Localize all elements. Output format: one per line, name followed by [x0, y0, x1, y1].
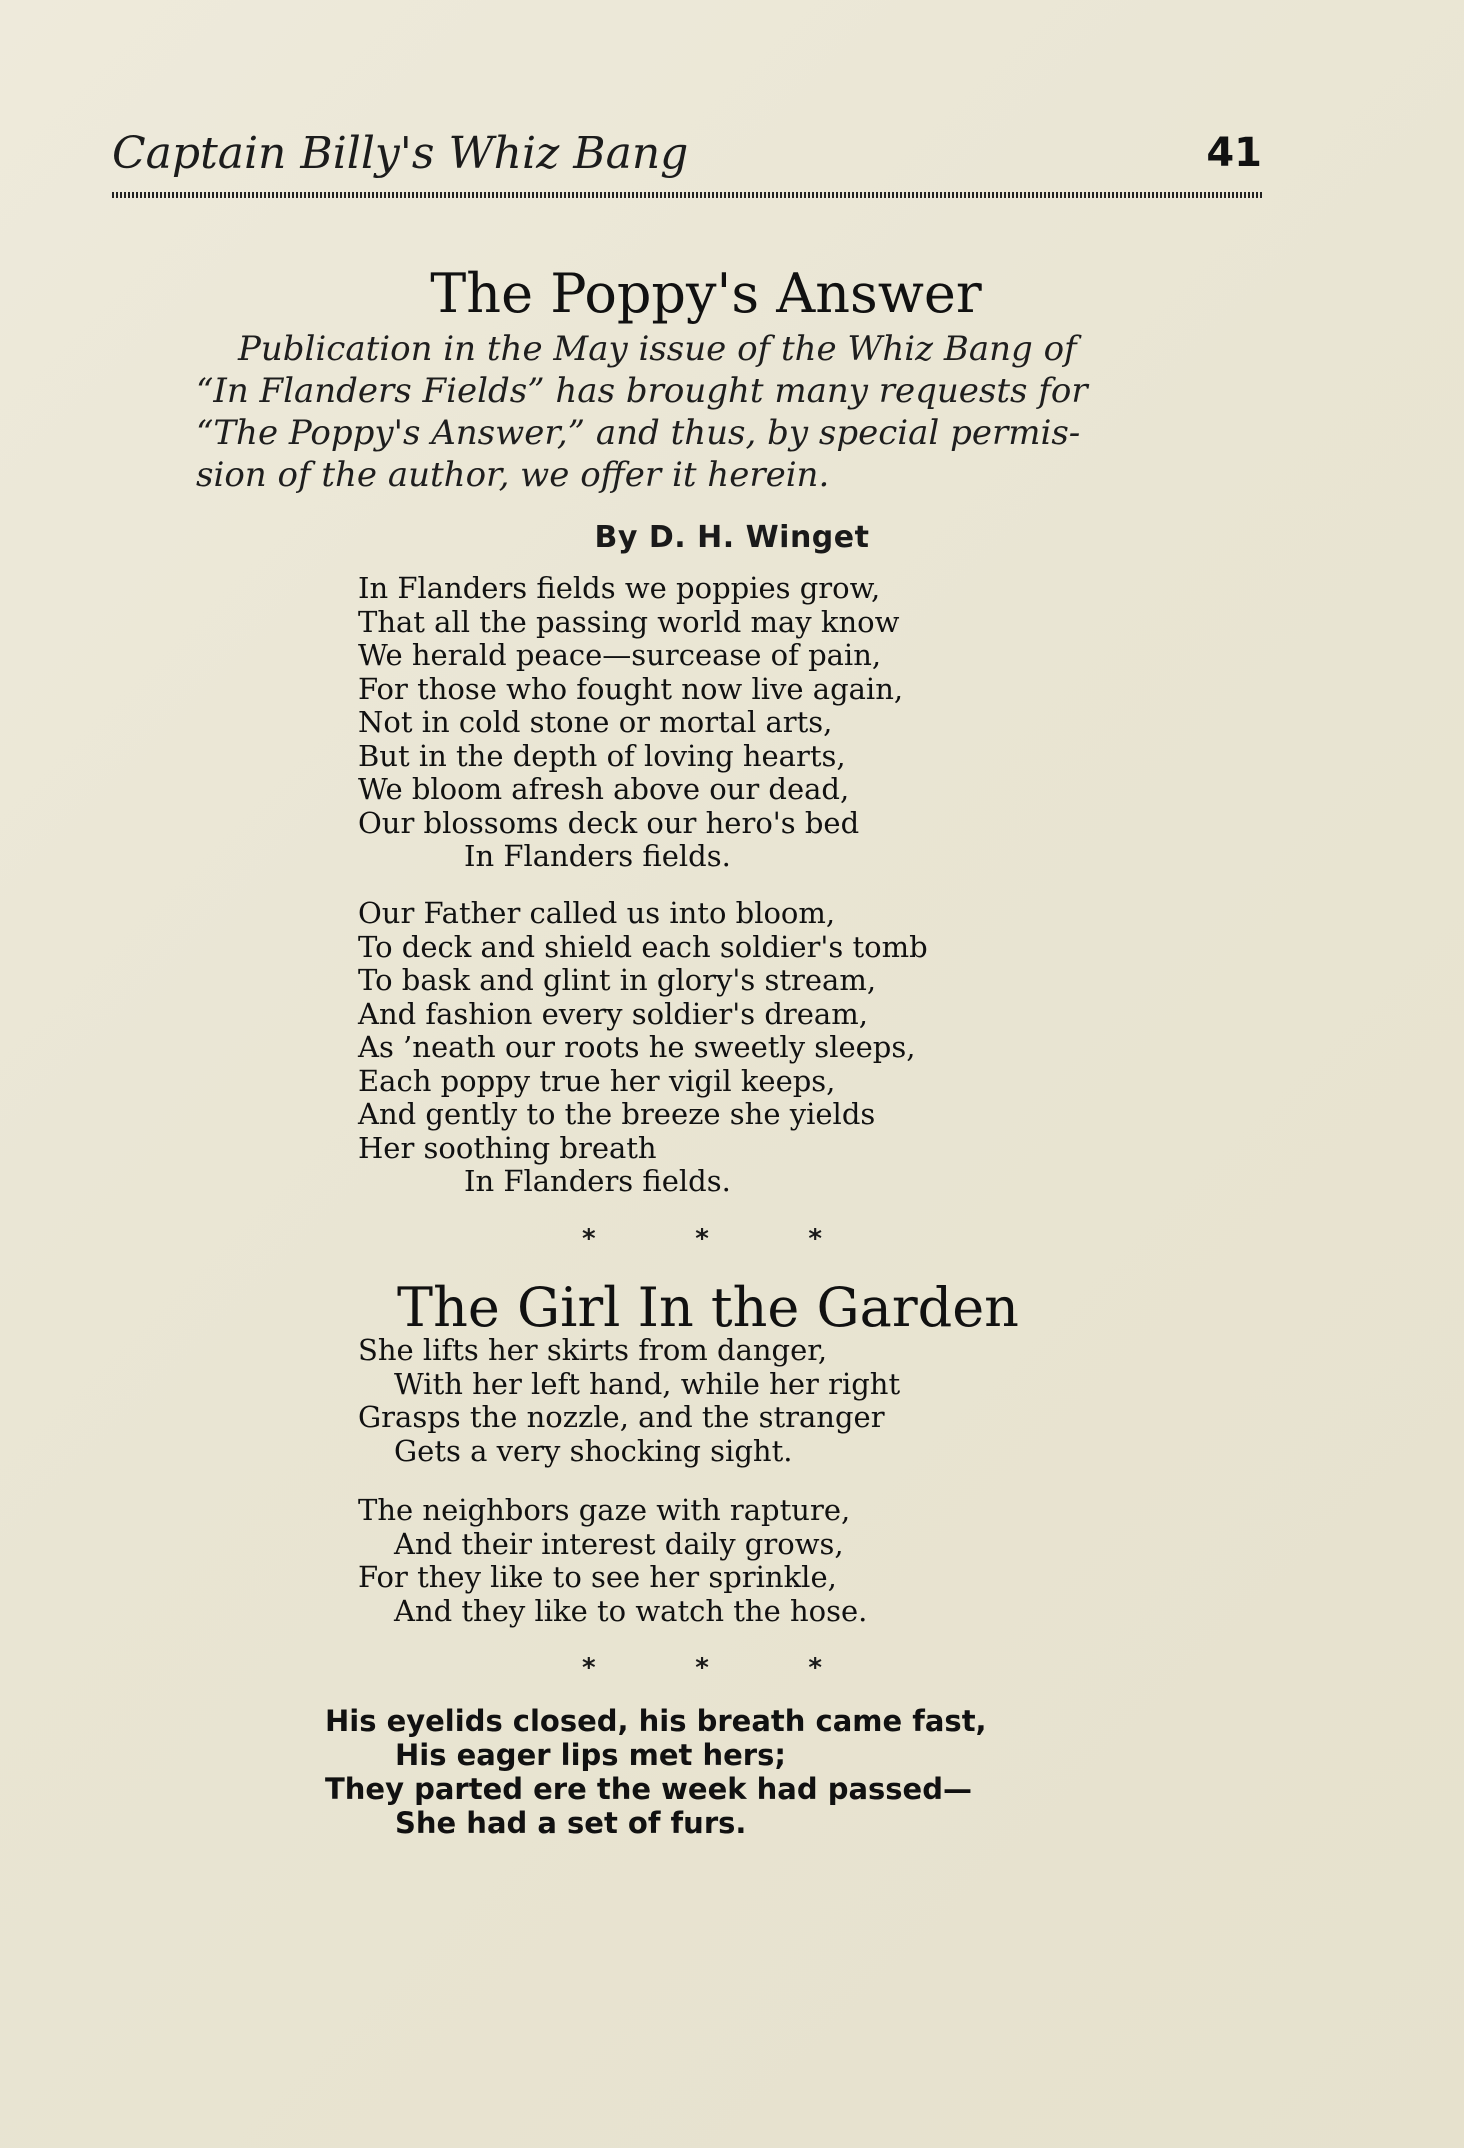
poem-line: Her soothing breath [358, 1130, 657, 1165]
poem-line: To bask and glint in glory's stream, [358, 963, 877, 997]
article-title-girl-in-garden: The Girl In the Garden [397, 1276, 1019, 1339]
article-title-poppys-answer: The Poppy's Answer [430, 262, 982, 325]
poem-line: With her left hand, while her right [394, 1366, 901, 1401]
poem-line: Our blossoms deck our hero's bed [358, 805, 860, 840]
poem-line: Not in cold stone or mortal arts, [358, 705, 833, 739]
page-header [112, 128, 1262, 188]
poem-line: As ’neath our roots he sweetly sleeps, [358, 1030, 916, 1064]
poem-line: To deck and shield each soldier's tomb [358, 929, 928, 964]
poem-line: But in the depth of loving hearts, [358, 738, 846, 773]
verse-line: His eager lips met hers; [395, 1738, 786, 1772]
article-intro [196, 328, 1196, 496]
poem-refrain: In Flanders fields. [464, 839, 731, 873]
verse-line: They parted ere the week had passed— [325, 1772, 972, 1806]
poem-refrain: In Flanders fields. [464, 1164, 731, 1198]
asterisk: * [582, 1653, 596, 1683]
poem-stanza [358, 1334, 900, 1468]
header-rule [112, 192, 1262, 198]
poem-line: We herald peace—surcease of pain, [358, 638, 882, 672]
asterisk: * [808, 1653, 822, 1683]
section-separator [582, 1653, 822, 1683]
intro-line: “In Flanders Fields” has brought many requests for [196, 371, 1088, 411]
poem-line: Each poppy true her vigil keeps, [358, 1063, 836, 1098]
poem-line: And they like to watch the hose. [394, 1593, 868, 1628]
poem-line: We bloom afresh above our dead, [358, 772, 850, 806]
poem-line: And gently to the breeze she yields [358, 1097, 876, 1131]
closing-verse [325, 1704, 987, 1840]
poem-line: She lifts her skirts from danger, [358, 1333, 828, 1367]
asterisk: * [695, 1224, 709, 1254]
poem-line: And their interest daily grows, [394, 1526, 844, 1561]
intro-line: sion of the author, we offer it herein. [196, 455, 830, 495]
poem-line: For they like to see her sprinkle, [358, 1560, 837, 1594]
poem-stanza [358, 1494, 867, 1628]
poem-line: For those who fought now live again, [358, 671, 904, 706]
section-separator [582, 1224, 822, 1254]
asterisk: * [582, 1224, 596, 1254]
verse-line: His eyelids closed, his breath came fast, [325, 1704, 987, 1738]
byline: By D. H. Winget [594, 520, 870, 555]
poem-line: Our Father called us into bloom, [358, 896, 836, 930]
poem-stanza [358, 897, 928, 1199]
page-number: 41 [1206, 130, 1262, 176]
verse-line: She had a set of furs. [395, 1806, 747, 1840]
poem-line: And fashion every soldier's dream, [358, 996, 868, 1031]
asterisk: * [695, 1653, 709, 1683]
poem-line: Grasps the nozzle, and the stranger [358, 1400, 885, 1434]
poem-line: In Flanders fields we poppies grow, [358, 571, 881, 605]
asterisk: * [808, 1224, 822, 1254]
poem-line: That all the passing world may know [358, 604, 900, 639]
poem-stanza [358, 572, 903, 874]
running-title: Captain Billy's Whiz Bang [112, 128, 689, 179]
intro-line: Publication in the May issue of the Whiz Bang of [238, 329, 1077, 369]
poem-line: Gets a very shocking sight. [394, 1433, 793, 1468]
intro-line: “The Poppy's Answer,” and thus, by special permis- [196, 413, 1081, 453]
poem-line: The neighbors gaze with rapture, [358, 1493, 851, 1527]
